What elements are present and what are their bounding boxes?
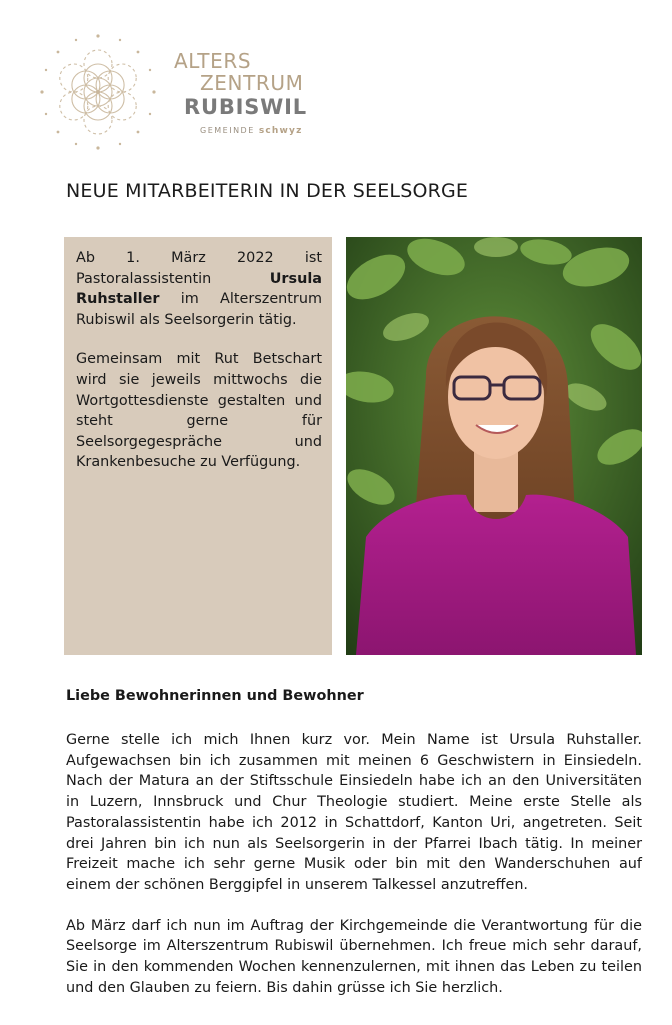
intro-p1-name: Ursula Ruhstaller: [76, 270, 322, 308]
flower-of-life-icon: [36, 30, 160, 154]
logo-line-rubiswil: RUBISWIL: [184, 95, 307, 119]
letter-paragraph-2: Ab März darf ich nun im Auftrag der Kirchgemeinde die Verantwortung für die Seelsorge im Alterszentrum Rubiswil übernehmen. Ich freue mich sehr darauf, Sie in den kommenden Wochen kennenzulernen, mit ihnen das Leben zu teilen und den Glauben zu feiern. Bis dahin grüsse ich Sie herzlich.: [66, 917, 642, 996]
logo: [36, 30, 316, 155]
logo-wordmark: [174, 50, 307, 136]
page-title: NEUE MITARBEITERIN IN DER SEELSORGE: [66, 180, 469, 202]
logo-schwyz-label: schwyz: [258, 126, 303, 136]
intro-paragraph-1: [76, 248, 322, 330]
intro-box: [64, 237, 332, 655]
portrait-photo-icon: [346, 237, 642, 655]
logo-gemeinde-label: GEMEINDE: [200, 126, 255, 135]
intro-paragraph-2: Gemeinsam mit Rut Betschart wird sie jeweils mittwochs die Wortgottesdienste gestalten und steht gerne für Seelsorgegespräche und Krankenbesuche zu Verfügung.: [76, 351, 322, 471]
letter-paragraph-1: Gerne stelle ich mich Ihnen kurz vor. Mein Name ist Ursula Ruhstaller. Aufgewachsen bin ich zusammen mit meinen 6 Geschwistern in Einsiedeln. Nach der Matura an der Stiftsschule Einsiedeln habe ich an den Universitäten in Luzern, Innsbruck und Chur Theologie studiert. Meine erste Stelle als Pastoralassistentin habe ich 2012 in Schattdorf, Kanton Uri, angetreten. Seit drei Jahren bin ich nun als Seelsorgerin in der Pfarrei Ibach tätig. In meiner Freizeit mache ich sehr gerne Musik oder bin mit den Wanderschuhen auf einem der schönen Berggipfel in unserem Talkessel anzutreffen.: [66, 732, 642, 893]
intro-p1-before: Ab 1. März 2022 ist Pastoralassistentin: [76, 250, 322, 287]
logo-line-zentrum: ZENTRUM: [200, 71, 304, 95]
logo-line-gemeinde: [200, 126, 307, 136]
logo-line-alters: ALTERS: [174, 49, 252, 73]
letter-greeting: Liebe Bewohnerinnen und Bewohner: [66, 688, 364, 704]
intro-p1-after: im Alterszentrum Rubiswil als Seelsorgerin tätig.: [76, 291, 322, 328]
letter-body: [66, 730, 642, 1018]
portrait-photo: [346, 237, 642, 655]
